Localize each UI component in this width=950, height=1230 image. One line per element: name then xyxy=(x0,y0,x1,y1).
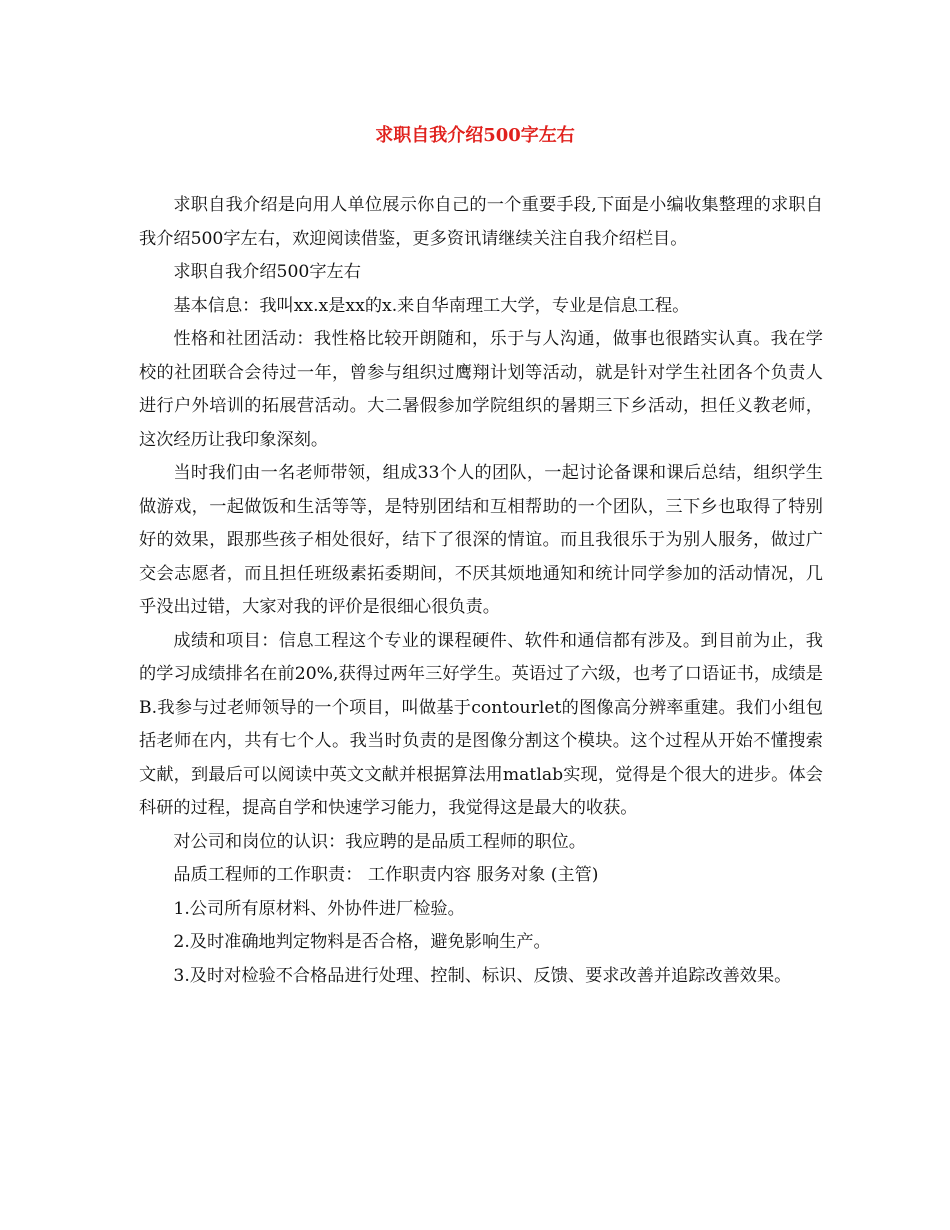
paragraph-personality: 性格和社团活动：我性格比较开朗随和，乐于与人沟通，做事也很踏实认真。我在学校的社团联合会待过一年，曾参与组织过鹰翔计划等活动，就是针对学生社团各个负责人进行户外培训的拓展营活动。大二暑假参加学院组织的暑期三下乡活动，担任义教老师，这次经历让我印象深刻。 xyxy=(139,329,823,450)
paragraph-duties-header: 品质工程师的工作职责： 工作职责内容 服务对象 (主管) xyxy=(173,865,599,885)
document-title: 求职自我介绍500字左右 xyxy=(375,125,575,146)
paragraph-duty-1: 1.公司所有原材料、外协件进厂检验。 xyxy=(173,898,465,919)
paragraph-basic-info: 基本信息：我叫xx.x是xx的x.来自华南理工大学，专业是信息工程。 xyxy=(173,295,690,316)
paragraph-team-experience: 当时我们由一名老师带领，组成33个人的团队，一起讨论备课和课后总结，组织学生做游戏，一起做饭和生活等等，是特别团结和互相帮助的一个团队，三下乡也取得了特别好的效果，跟那些孩子相处很好，结下了很深的情谊。而且我很乐于为别人服务，做过广交会志愿者，而且担任班级素拓委期间，不厌其烦地通知和统计同学参加的活动情况，几乎没出过错，大家对我的评价是很细心很负责。 xyxy=(139,463,823,617)
paragraph-grades-projects: 成绩和项目：信息工程这个专业的课程硬件、软件和通信都有涉及。到目前为止，我的学习成绩排名在前20%,获得过两年三好学生。英语过了六级，也考了口语证书，成绩是B.我参与过老师领导的一个项目，叫做基于contourlet的图像高分辨率重建。我们小组包括老师在内，共有七个人。我当时负责的是图像分割这个模块。这个过程从开始不懂搜索文献，到最后可以阅读中英文文献并根据算法用matlab实现，觉得是个很大的进步。体会科研的过程，提高自学和快速学习能力，我觉得这是最大的收获。 xyxy=(139,630,823,818)
paragraph-company-role: 对公司和岗位的认识：我应聘的是品质工程师的职位。 xyxy=(173,831,586,852)
paragraph-duty-2: 2.及时准确地判定物料是否合格，避免影响生产。 xyxy=(173,932,551,952)
paragraph-intro: 求职自我介绍是向用人单位展示你自己的一个重要手段,下面是小编收集整理的求职自我介绍500字左右，欢迎阅读借鉴，更多资讯请继续关注自我介绍栏目。 xyxy=(139,195,823,249)
paragraph-duty-3: 3.及时对检验不合格品进行处理、控制、标识、反馈、要求改善并追踪改善效果。 xyxy=(173,965,792,986)
paragraph-subtitle: 求职自我介绍500字左右 xyxy=(173,262,361,282)
document-body xyxy=(139,189,823,993)
